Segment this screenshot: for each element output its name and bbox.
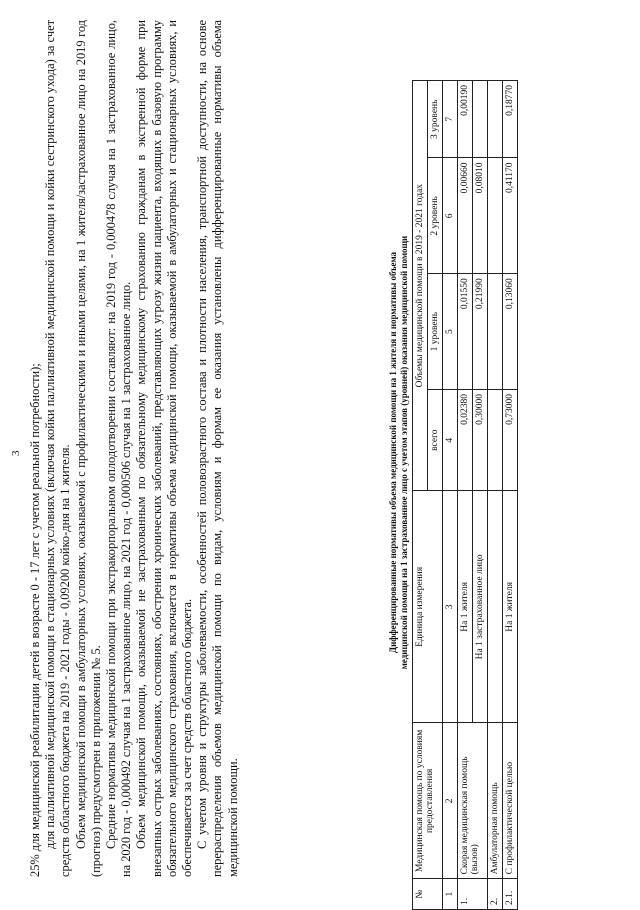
col-header-level3: 3 уровень (428, 81, 443, 159)
table-title: Дифференцированные нормативы объема медицинской помощи на 1 жителя и нормативы объема медицинской помощи на 1 застрахованное лицо с учетом этапов (уровней) оказания медицинской помощи (388, 235, 409, 670)
table-row: 2. Амбулаторная помощь (488, 81, 503, 910)
col-header-type: Медицинская помощь по условиям предоставления (413, 723, 443, 879)
body-text (28, 20, 241, 877)
table-row: 2.1. С профилактической целью На 1 жителя 0,73000 0,13060 0,41170 0,18770 (503, 81, 518, 910)
col-header-level2: 2 уровень (428, 158, 443, 274)
paragraph: Объем медицинской помощи, оказываемой не застрахованным по обязательному медицинскому страхованию гражданам в экстренной форме при внезапных острых заболеваниях, состояниях, обострении хронических заболеваний, представляющих угрозу жизни пациента, входящих в базовую программу обязательного медицинского страхования, включается в нормативы объема медицинской помощи, оказываемой в амбулаторных и стационарных условиях, и обеспечивается за счет средств областного бюджета. (134, 20, 195, 877)
paragraph: для паллиативной медицинской помощи в стационарных условиях (включая койки паллиативной медицинской помощи и койки сестринского ухода) за счет средств областного бюджета на 2019 - 2021 годы - 0,09200 койко-дня на 1 жителя. (43, 20, 73, 877)
col-header-no: № (413, 879, 443, 910)
col-header-volumes: Объемы медицинской помощи в 2019 - 2021 годах (413, 81, 428, 491)
table-row: 1. Скорая медицинская помощь (вызов) На 1 жителя 0,02380 0,01550 0,00660 0,00190 (458, 81, 473, 910)
col-header-unit: Единица измерения (413, 491, 443, 723)
page-number: 3 (10, 450, 22, 456)
paragraph: С учетом уровня и структуры заболеваемости, особенностей половозрастного состава и плотности населения, транспортной доступности, на основе перераспределения объемов медицинской помощи по видам, условиям и формам ее оказания установлены дифференцированные нормативы объема медицинской помощи. (195, 20, 240, 877)
table-row: На 1 застрахованное лицо 0,30000 0,21990 0,08010 (473, 81, 488, 910)
col-header-level1: 1 уровень (428, 274, 443, 390)
col-header-total: всего (428, 390, 443, 491)
volume-table (412, 80, 518, 910)
table-row: 1 2 3 4 5 6 7 (443, 81, 458, 910)
paragraph: Средние нормативы медицинской помощи при экстракорпоральном оплодотворении составляют: на 2019 год - 0,000478 случая на 1 застрахованное лицо, на 2020 год - 0,000492 случая на 1 застрахованное лицо, на 2021 год - 0,000506 случая на 1 застрахованное лицо. (104, 20, 134, 877)
paragraph: Объем медицинской помощи в амбулаторных условиях, оказываемой с профилактическими и иными целями, на 1 жителя/застрахованное лицо на 2019 год (прогноз) предусмотрен в приложении № 5. (73, 20, 103, 877)
paragraph: 25% для медицинской реабилитации детей в возрасте 0 - 17 лет с учетом реальной потребности); (28, 363, 42, 877)
